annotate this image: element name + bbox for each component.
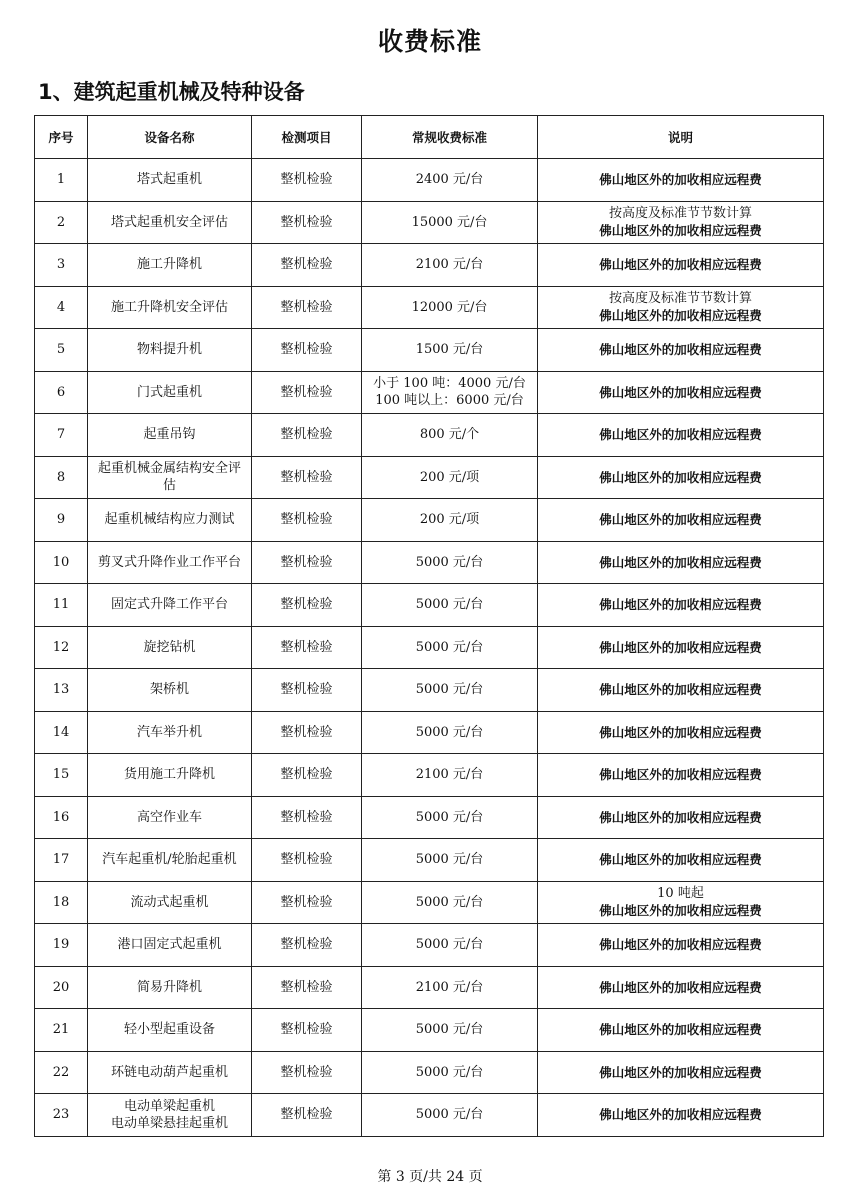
equipment-name: 电动单梁起重机 — [123, 1098, 215, 1114]
table-row — [35, 456, 824, 499]
fee-value: 5000 元/台 — [415, 554, 484, 570]
note-bold-text: 佛山地区外的加收相应远程费 — [599, 554, 762, 570]
fee-value: 5000 元/台 — [415, 1107, 484, 1123]
table-row — [35, 329, 824, 372]
cell-note — [538, 414, 824, 457]
fee-value: 5000 元/台 — [415, 682, 484, 698]
cell-index: 23 — [35, 1094, 88, 1137]
equipment-name: 塔式起重机安全评估 — [110, 214, 228, 230]
cell-equipment — [88, 924, 252, 967]
cell-item: 整机检验 — [252, 499, 362, 542]
cell-index: 22 — [35, 1051, 88, 1094]
cell-fee — [362, 541, 538, 584]
fee-value: 5000 元/台 — [415, 937, 484, 953]
cell-item: 整机检验 — [252, 1009, 362, 1052]
cell-fee — [362, 201, 538, 244]
cell-equipment — [88, 329, 252, 372]
note-bold-text: 佛山地区外的加收相应远程费 — [599, 257, 762, 273]
table-row — [35, 711, 824, 754]
cell-fee — [362, 711, 538, 754]
fee-table — [34, 115, 824, 1137]
cell-index: 18 — [35, 881, 88, 924]
table-row — [35, 1051, 824, 1094]
cell-fee — [362, 669, 538, 712]
fee-value: 800 元/个 — [419, 427, 480, 443]
table-row — [35, 244, 824, 287]
cell-note — [538, 626, 824, 669]
cell-index: 14 — [35, 711, 88, 754]
table-row — [35, 541, 824, 584]
cell-index: 4 — [35, 286, 88, 329]
equipment-name: 物料提升机 — [136, 342, 202, 358]
cell-note — [538, 201, 824, 244]
cell-equipment — [88, 541, 252, 584]
cell-item: 整机检验 — [252, 1051, 362, 1094]
table-row — [35, 1009, 824, 1052]
cell-equipment — [88, 244, 252, 287]
cell-index: 8 — [35, 456, 88, 499]
cell-fee — [362, 414, 538, 457]
cell-note — [538, 839, 824, 882]
cell-item: 整机检验 — [252, 371, 362, 414]
cell-equipment — [88, 626, 252, 669]
cell-equipment — [88, 839, 252, 882]
note-bold-text: 佛山地区外的加收相应远程费 — [599, 512, 762, 528]
cell-fee — [362, 881, 538, 924]
cell-index: 11 — [35, 584, 88, 627]
equipment-name: 施工升降机安全评估 — [110, 299, 228, 315]
table-row — [35, 1094, 824, 1137]
cell-note — [538, 796, 824, 839]
cell-index: 16 — [35, 796, 88, 839]
note-bold-text: 佛山地区外的加收相应远程费 — [599, 852, 762, 868]
cell-item: 整机检验 — [252, 201, 362, 244]
equipment-name: 流动式起重机 — [130, 894, 209, 910]
note-bold-text: 佛山地区外的加收相应远程费 — [599, 308, 762, 324]
cell-equipment — [88, 201, 252, 244]
table-row — [35, 796, 824, 839]
section-heading: 1、建筑起重机械及特种设备 — [38, 80, 305, 104]
equipment-name: 固定式升降工作平台 — [110, 597, 228, 613]
note-bold-text: 佛山地区外的加收相应远程费 — [599, 1022, 762, 1038]
cell-index: 21 — [35, 1009, 88, 1052]
table-row — [35, 499, 824, 542]
equipment-name: 施工升降机 — [136, 257, 202, 273]
table-row — [35, 286, 824, 329]
cell-note — [538, 711, 824, 754]
equipment-name: 环链电动葫芦起重机 — [110, 1064, 228, 1080]
note-bold-text: 佛山地区外的加收相应远程费 — [599, 1107, 762, 1123]
cell-note — [538, 541, 824, 584]
note-bold-text: 佛山地区外的加收相应远程费 — [599, 469, 762, 485]
cell-item: 整机检验 — [252, 244, 362, 287]
cell-note — [538, 924, 824, 967]
cell-item: 整机检验 — [252, 159, 362, 202]
note-bold-text: 佛山地区外的加收相应远程费 — [599, 342, 762, 358]
cell-item: 整机检验 — [252, 796, 362, 839]
cell-index: 19 — [35, 924, 88, 967]
cell-item: 整机检验 — [252, 626, 362, 669]
cell-item: 整机检验 — [252, 541, 362, 584]
fee-table-header — [35, 116, 824, 159]
note-bold-text: 佛山地区外的加收相应远程费 — [599, 767, 762, 783]
cell-fee — [362, 456, 538, 499]
table-row — [35, 626, 824, 669]
cell-note — [538, 286, 824, 329]
table-row — [35, 371, 824, 414]
cell-fee — [362, 754, 538, 797]
table-row — [35, 159, 824, 202]
cell-item: 整机检验 — [252, 456, 362, 499]
cell-item: 整机检验 — [252, 286, 362, 329]
note-bold-text: 佛山地区外的加收相应远程费 — [599, 809, 762, 825]
equipment-name: 港口固定式起重机 — [117, 937, 222, 953]
equipment-name: 旋挖钻机 — [143, 639, 196, 655]
equipment-name: 起重机械结构应力测试 — [104, 512, 235, 528]
fee-value: 5000 元/台 — [415, 1022, 484, 1038]
cell-item: 整机检验 — [252, 711, 362, 754]
cell-equipment — [88, 1051, 252, 1094]
cell-fee — [362, 966, 538, 1009]
cell-item: 整机检验 — [252, 881, 362, 924]
cell-note — [538, 754, 824, 797]
equipment-name: 起重吊钩 — [143, 427, 196, 443]
cell-note — [538, 371, 824, 414]
equipment-name: 轻小型起重设备 — [123, 1022, 215, 1038]
cell-equipment — [88, 414, 252, 457]
note-plain-text: 10 吨起 — [657, 886, 704, 902]
cell-fee — [362, 1009, 538, 1052]
fee-value: 5000 元/台 — [415, 894, 484, 910]
cell-equipment — [88, 159, 252, 202]
cell-fee — [362, 329, 538, 372]
cell-fee — [362, 499, 538, 542]
note-bold-text: 佛山地区外的加收相应远程费 — [599, 979, 762, 995]
note-bold-text: 佛山地区外的加收相应远程费 — [599, 682, 762, 698]
table-row — [35, 881, 824, 924]
cell-index: 2 — [35, 201, 88, 244]
table-row — [35, 669, 824, 712]
cell-equipment — [88, 796, 252, 839]
fee-value: 1500 元/台 — [415, 342, 484, 358]
equipment-name: 剪叉式升降作业工作平台 — [97, 554, 241, 570]
fee-value: 小于 100 吨：4000 元/台 — [373, 376, 526, 392]
cell-index: 15 — [35, 754, 88, 797]
cell-index: 17 — [35, 839, 88, 882]
equipment-name: 门式起重机 — [136, 384, 202, 400]
note-bold-text: 佛山地区外的加收相应远程费 — [599, 937, 762, 953]
equipment-name: 高空作业车 — [136, 809, 202, 825]
table-row — [35, 839, 824, 882]
fee-value: 5000 元/台 — [415, 639, 484, 655]
cell-note — [538, 669, 824, 712]
cell-equipment — [88, 881, 252, 924]
fee-table-body — [35, 159, 824, 1137]
cell-note — [538, 244, 824, 287]
cell-note — [538, 456, 824, 499]
cell-note — [538, 329, 824, 372]
fee-value: 5000 元/台 — [415, 724, 484, 740]
note-bold-text: 佛山地区外的加收相应远程费 — [599, 1064, 762, 1080]
cell-fee — [362, 924, 538, 967]
page-footer: 第 3 页/共 24 页 — [377, 1169, 483, 1185]
note-bold-text: 佛山地区外的加收相应远程费 — [599, 639, 762, 655]
fee-value-line2: 100 吨以上：6000 元/台 — [375, 393, 524, 409]
equipment-name-line2: 电动单梁悬挂起重机 — [110, 1115, 228, 1131]
cell-equipment — [88, 456, 252, 499]
cell-note — [538, 584, 824, 627]
cell-index: 1 — [35, 159, 88, 202]
cell-equipment — [88, 669, 252, 712]
fee-value: 2100 元/台 — [415, 257, 484, 273]
cell-item: 整机检验 — [252, 584, 362, 627]
cell-fee — [362, 839, 538, 882]
equipment-name: 起重机械金属结构安全评估 — [97, 461, 241, 494]
cell-item: 整机检验 — [252, 924, 362, 967]
cell-index: 10 — [35, 541, 88, 584]
cell-item: 整机检验 — [252, 966, 362, 1009]
fee-value: 2400 元/台 — [415, 172, 484, 188]
cell-equipment — [88, 584, 252, 627]
cell-item: 整机检验 — [252, 1094, 362, 1137]
cell-equipment — [88, 499, 252, 542]
cell-index: 3 — [35, 244, 88, 287]
header-row — [35, 116, 824, 159]
table-row — [35, 924, 824, 967]
cell-equipment — [88, 371, 252, 414]
fee-value: 200 元/项 — [419, 512, 480, 528]
cell-item: 整机检验 — [252, 669, 362, 712]
cell-equipment — [88, 754, 252, 797]
cell-note — [538, 881, 824, 924]
table-row — [35, 414, 824, 457]
note-bold-text: 佛山地区外的加收相应远程费 — [599, 724, 762, 740]
cell-fee — [362, 584, 538, 627]
page-title: 收费标准 — [377, 27, 482, 56]
cell-item: 整机检验 — [252, 414, 362, 457]
equipment-name: 汽车起重机/轮胎起重机 — [102, 852, 237, 868]
cell-index: 12 — [35, 626, 88, 669]
header-index: 序号 — [35, 116, 88, 159]
note-plain-text: 按高度及标准节节数计算 — [608, 206, 752, 222]
cell-fee — [362, 371, 538, 414]
cell-note — [538, 966, 824, 1009]
table-row — [35, 966, 824, 1009]
cell-equipment — [88, 966, 252, 1009]
cell-fee — [362, 626, 538, 669]
equipment-name: 货用施工升降机 — [123, 767, 215, 783]
note-bold-text: 佛山地区外的加收相应远程费 — [599, 427, 762, 443]
header-note: 说明 — [538, 116, 824, 159]
note-plain-text: 按高度及标准节节数计算 — [608, 291, 752, 307]
equipment-name: 汽车举升机 — [136, 724, 202, 740]
cell-note — [538, 499, 824, 542]
cell-equipment — [88, 286, 252, 329]
cell-index: 6 — [35, 371, 88, 414]
header-item: 检测项目 — [252, 116, 362, 159]
fee-value: 5000 元/台 — [415, 809, 484, 825]
cell-item: 整机检验 — [252, 329, 362, 372]
fee-value: 2100 元/台 — [415, 767, 484, 783]
cell-index: 7 — [35, 414, 88, 457]
cell-equipment — [88, 711, 252, 754]
equipment-name: 架桥机 — [149, 682, 189, 698]
header-fee: 常规收费标准 — [362, 116, 538, 159]
note-bold-text: 佛山地区外的加收相应远程费 — [599, 597, 762, 613]
table-row — [35, 754, 824, 797]
cell-fee — [362, 286, 538, 329]
equipment-name: 塔式起重机 — [136, 172, 202, 188]
fee-value: 12000 元/台 — [411, 299, 488, 315]
cell-index: 20 — [35, 966, 88, 1009]
cell-index: 5 — [35, 329, 88, 372]
note-bold-text: 佛山地区外的加收相应远程费 — [599, 903, 762, 919]
header-equipment: 设备名称 — [88, 116, 252, 159]
cell-note — [538, 1051, 824, 1094]
fee-value: 5000 元/台 — [415, 852, 484, 868]
cell-index: 13 — [35, 669, 88, 712]
cell-note — [538, 159, 824, 202]
cell-item: 整机检验 — [252, 754, 362, 797]
table-row — [35, 201, 824, 244]
cell-fee — [362, 1051, 538, 1094]
cell-fee — [362, 1094, 538, 1137]
cell-equipment — [88, 1094, 252, 1137]
cell-fee — [362, 244, 538, 287]
cell-fee — [362, 796, 538, 839]
fee-value: 5000 元/台 — [415, 597, 484, 613]
note-bold-text: 佛山地区外的加收相应远程费 — [599, 172, 762, 188]
note-bold-text: 佛山地区外的加收相应远程费 — [599, 223, 762, 239]
equipment-name: 简易升降机 — [136, 979, 202, 995]
cell-note — [538, 1094, 824, 1137]
fee-value: 5000 元/台 — [415, 1064, 484, 1080]
note-bold-text: 佛山地区外的加收相应远程费 — [599, 384, 762, 400]
cell-equipment — [88, 1009, 252, 1052]
table-row — [35, 584, 824, 627]
cell-note — [538, 1009, 824, 1052]
cell-fee — [362, 159, 538, 202]
fee-value: 15000 元/台 — [411, 214, 488, 230]
fee-value: 2100 元/台 — [415, 979, 484, 995]
cell-index: 9 — [35, 499, 88, 542]
fee-value: 200 元/项 — [419, 469, 480, 485]
cell-item: 整机检验 — [252, 839, 362, 882]
